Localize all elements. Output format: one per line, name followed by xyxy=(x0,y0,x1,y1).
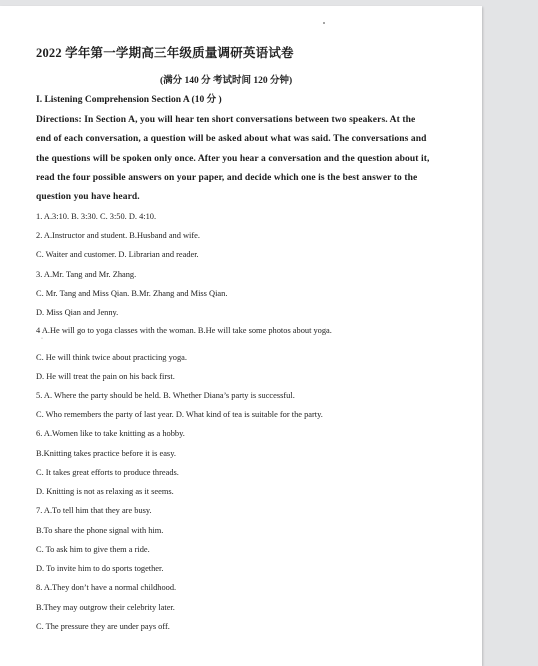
directions-line: the questions will be spoken only once. After you hear a conversation and the question about it, xyxy=(36,154,430,164)
directions-line: read the four possible answers on your paper, and decide which one is the best answer to the xyxy=(36,173,418,183)
question-line: C. To ask him to give them a ride. xyxy=(36,545,150,554)
stray-mark: · xyxy=(41,336,43,342)
question-line: D. He will treat the pain on his back first. xyxy=(36,372,175,381)
exam-subtitle: (满分 140 分 考试时间 120 分钟) xyxy=(160,76,293,86)
question-line: 2. A.Instructor and student. B.Husband and wife. xyxy=(36,231,200,240)
question-line: C. Who remembers the party of last year. D. What kind of tea is suitable for the party. xyxy=(36,410,323,419)
page-speck xyxy=(323,22,325,24)
question-line: C. It takes great efforts to produce threads. xyxy=(36,468,179,477)
exam-title: 2022 学年第一学期高三年级质量调研英语试卷 xyxy=(36,46,294,60)
question-line: B.Knitting takes practice before it is easy. xyxy=(36,449,176,458)
question-line: D. To invite him to do sports together. xyxy=(36,564,164,573)
question-line: B.To share the phone signal with him. xyxy=(36,526,164,535)
question-line: C. The pressure they are under pays off. xyxy=(36,622,170,631)
question-line: 4 A.He will go to yoga classes with the woman. B.He will take some photos about yoga. xyxy=(36,326,332,335)
question-line: 7. A.To tell him that they are busy. xyxy=(36,506,152,515)
question-line: 6. A.Women like to take knitting as a hobby. xyxy=(36,429,185,438)
question-line: C. Mr. Tang and Miss Qian. B.Mr. Zhang and Miss Qian. xyxy=(36,289,228,298)
question-line: C. Waiter and customer. D. Librarian and reader. xyxy=(36,250,199,259)
question-line: 8. A.They don’t have a normal childhood. xyxy=(36,583,177,592)
question-line: B.They may outgrow their celebrity later. xyxy=(36,603,175,612)
section-heading: I. Listening Comprehension Section A (10 分 ) xyxy=(36,95,222,105)
directions-line: Directions: In Section A, you will hear ten short conversations between two speakers. At the xyxy=(36,115,416,125)
question-line: 1. A.3:10. B. 3:30. C. 3:50. D. 4:10. xyxy=(36,212,157,221)
question-line: C. He will think twice about practicing yoga. xyxy=(36,353,187,362)
directions-line: end of each conversation, a question will be asked about what was said. The conversations and xyxy=(36,134,427,144)
question-line: 5. A. Where the party should be held. B. Whether Diana’s party is successful. xyxy=(36,391,295,400)
document-page xyxy=(0,6,482,666)
question-line: D. Knitting is not as relaxing as it seems. xyxy=(36,487,174,496)
question-line: D. Miss Qian and Jenny. xyxy=(36,308,119,317)
directions-line: question you have heard. xyxy=(36,192,140,202)
question-line: 3. A.Mr. Tang and Mr. Zhang. xyxy=(36,270,137,279)
